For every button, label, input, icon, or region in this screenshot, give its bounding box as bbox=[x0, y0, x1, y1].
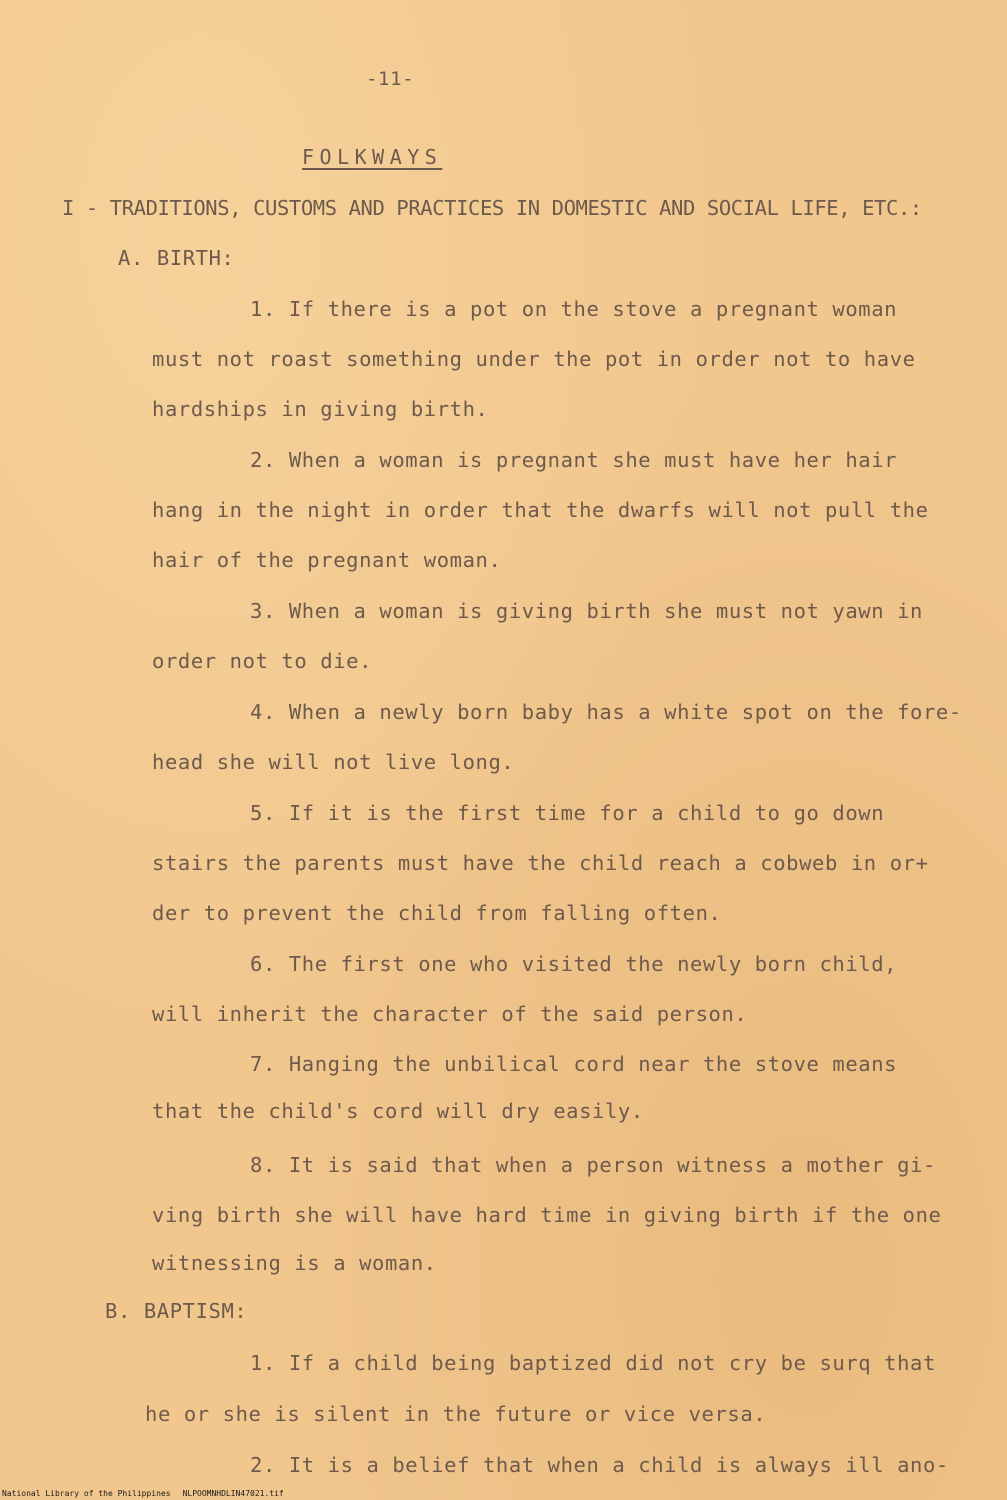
birth-paragraph-line: 2. When a woman is pregnant she must have her hair bbox=[250, 448, 898, 472]
birth-paragraph-line: 6. The first one who visited the newly born child, bbox=[250, 952, 898, 976]
baptism-paragraph-line: 1. If a child being baptized did not cry be surq that bbox=[250, 1351, 936, 1375]
birth-paragraph-line: der to prevent the child from falling often. bbox=[152, 901, 722, 925]
baptism-paragraph-line: 2. It is a belief that when a child is always ill ano- bbox=[250, 1453, 949, 1477]
document-title: FOLKWAYS bbox=[302, 145, 443, 169]
birth-paragraph-line: head she will not live long. bbox=[152, 750, 515, 774]
footer-library: National Library of the Philippines bbox=[2, 1489, 171, 1498]
birth-paragraph-line: 8. It is said that when a person witness a mother gi- bbox=[250, 1153, 936, 1177]
birth-paragraph-line: hang in the night in order that the dwarfs will not pull the bbox=[152, 498, 929, 522]
section-heading: I - TRADITIONS, CUSTOMS AND PRACTICES IN DOMESTIC AND SOCIAL LIFE, ETC.: bbox=[62, 196, 922, 220]
birth-paragraph-line: that the child's cord will dry easily. bbox=[152, 1099, 644, 1123]
birth-paragraph-line: witnessing is a woman. bbox=[152, 1251, 437, 1275]
baptism-paragraph-line: he or she is silent in the future or vice versa. bbox=[145, 1402, 767, 1426]
birth-paragraph-line: 7. Hanging the unbilical cord near the stove means bbox=[250, 1052, 898, 1076]
baptism-heading: B. BAPTISM: bbox=[105, 1299, 248, 1323]
birth-paragraph-line: 1. If there is a pot on the stove a pregnant woman bbox=[250, 297, 898, 321]
birth-paragraph-line: hair of the pregnant woman. bbox=[152, 548, 502, 572]
archive-footer bbox=[2, 1489, 284, 1498]
footer-file: NLPOOMNHDLIN47021.tif bbox=[182, 1489, 284, 1498]
birth-paragraph-line: 3. When a woman is giving birth she must not yawn in bbox=[250, 599, 923, 623]
birth-paragraph-line: hardships in giving birth. bbox=[152, 397, 489, 421]
birth-paragraph-line: 4. When a newly born baby has a white spot on the fore- bbox=[250, 700, 962, 724]
birth-paragraph-line: order not to die. bbox=[152, 649, 373, 673]
birth-paragraph-line: ving birth she will have hard time in giving birth if the one bbox=[152, 1203, 942, 1227]
birth-paragraph-line: will inherit the character of the said person. bbox=[152, 1002, 748, 1026]
birth-paragraph-line: 5. If it is the first time for a child to go down bbox=[250, 801, 885, 825]
birth-heading: A. BIRTH: bbox=[118, 246, 235, 270]
birth-paragraph-line: must not roast something under the pot in order not to have bbox=[152, 347, 916, 371]
page-number: -11- bbox=[366, 68, 415, 90]
birth-paragraph-line: stairs the parents must have the child reach a cobweb in or+ bbox=[152, 851, 929, 875]
